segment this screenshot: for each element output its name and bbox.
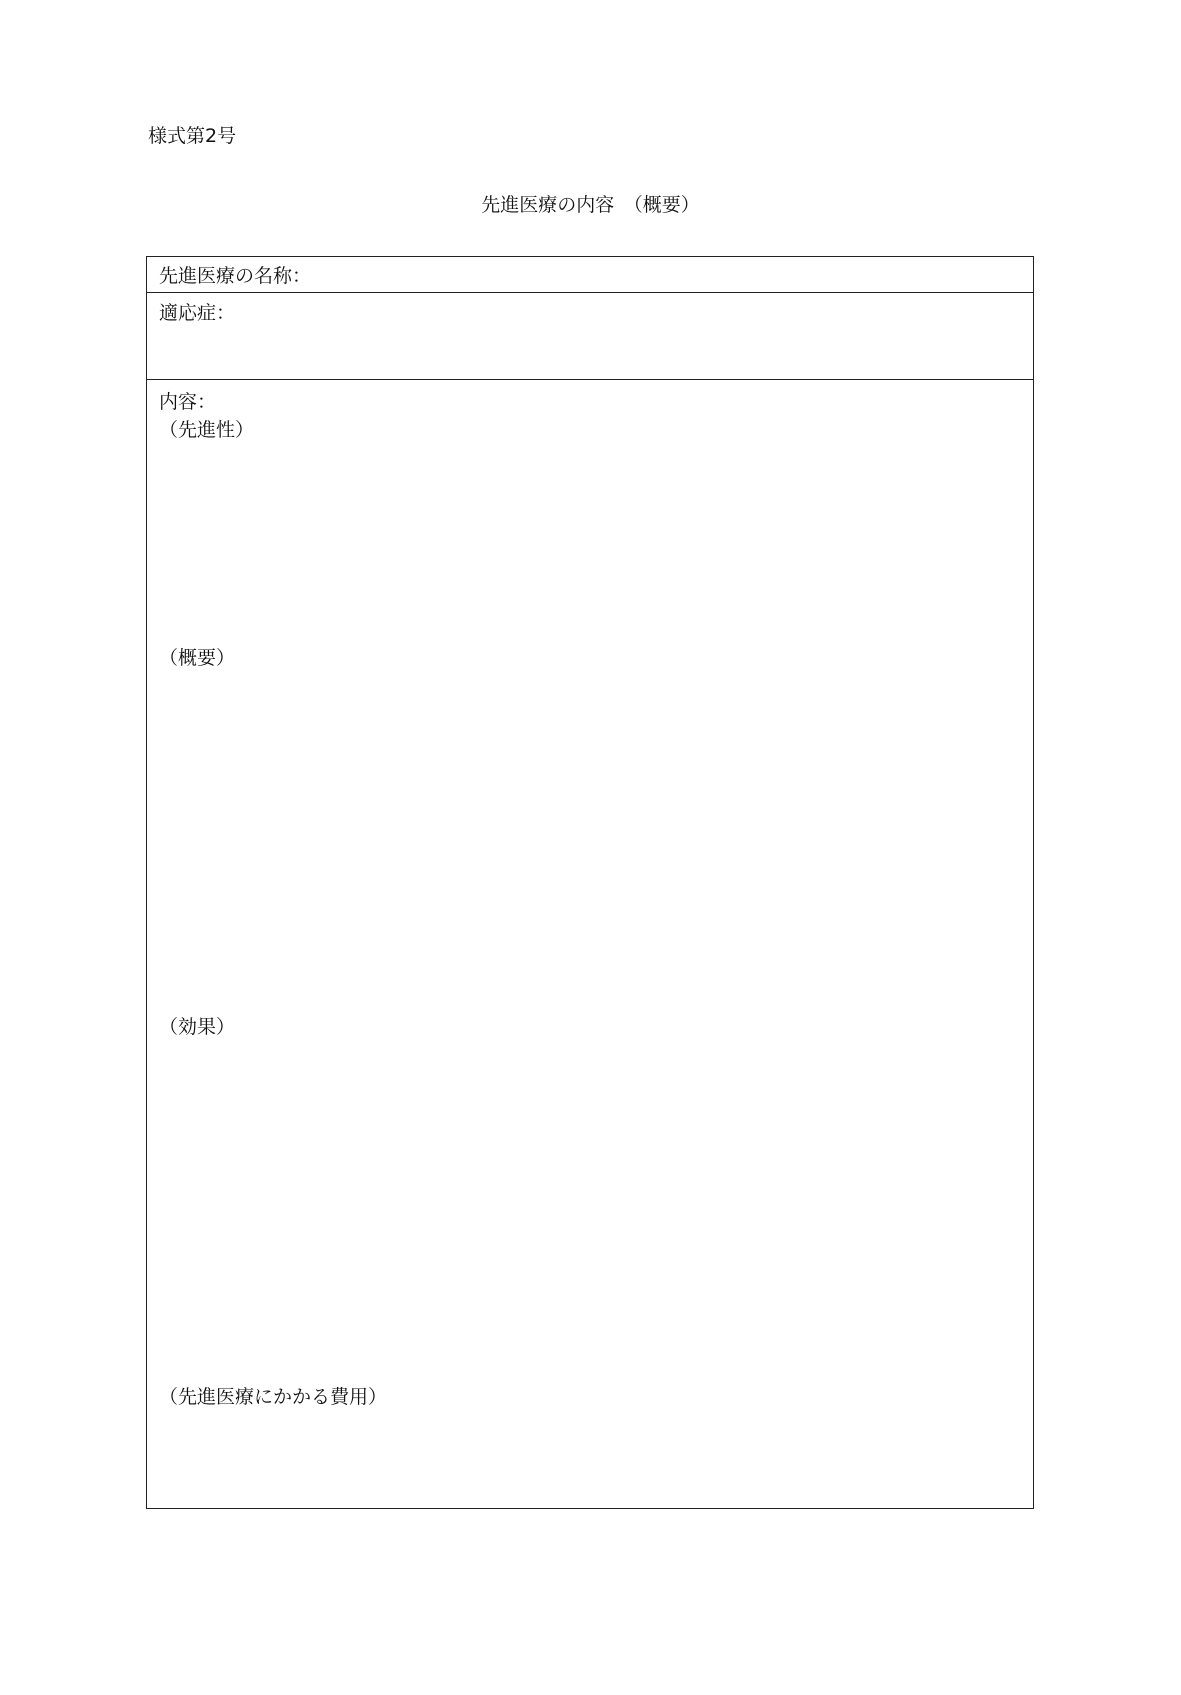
cost-heading: （先進医療にかかる費用） xyxy=(159,1386,388,1408)
document-title: 先進医療の内容 （概要） xyxy=(481,194,700,216)
form-number: 様式第2号 xyxy=(148,125,237,147)
form-table xyxy=(146,256,1034,1509)
effect-heading: （効果） xyxy=(159,1016,236,1038)
overview-heading: （概要） xyxy=(159,647,236,669)
indication-label: 適応症： xyxy=(159,302,236,324)
content-label: 内容： xyxy=(159,391,217,413)
advancedness-heading: （先進性） xyxy=(159,419,255,441)
name-row xyxy=(147,257,1033,293)
content-row xyxy=(147,380,1033,1508)
indication-row xyxy=(147,293,1033,380)
name-label: 先進医療の名称： xyxy=(159,265,312,287)
